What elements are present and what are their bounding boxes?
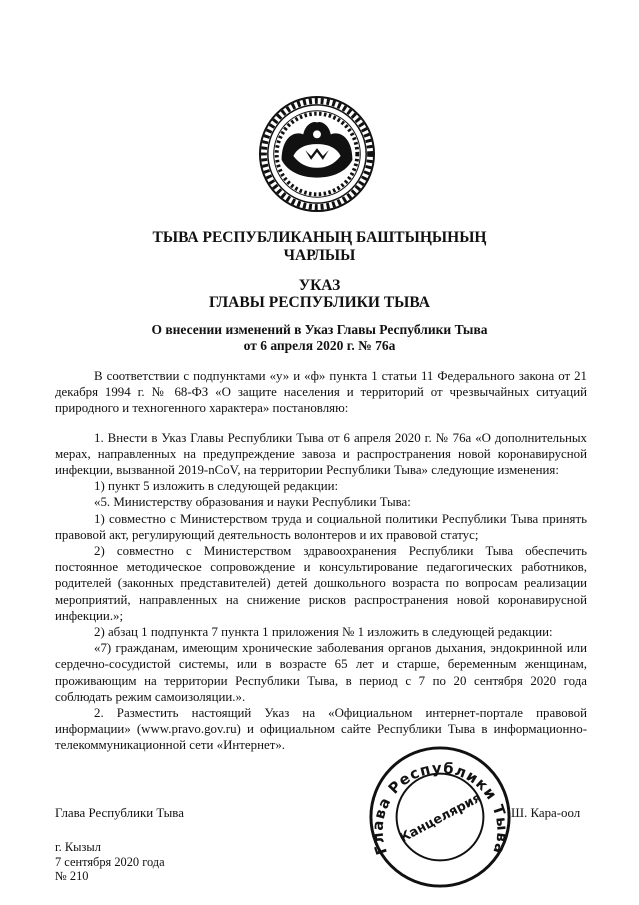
document-body [55, 368, 587, 754]
paragraph-5-1: 1) совместно с Министерством труда и социальной политики Республики Тыва принять правовой акт, регулирующий деятельность волонтеров и их правовой статус; [55, 511, 587, 542]
svg-text:Глава Республики Тыва [370, 760, 511, 857]
paragraph-item-1: 1. Внести в Указ Главы Республики Тыва от 6 апреля 2020 г. № 76а «О дополнительных мерах, направленных на предупреждение завоза и распространения новой коронавирусной инфекции, вызванной 2019-nCoV, на территории Республики Тыва» следующие изменения: [55, 430, 587, 478]
ukaz-subtitle: ГЛАВЫ РЕСПУБЛИКИ ТЫВА [209, 294, 430, 311]
stamp-center-text: Канцелярия [397, 790, 484, 847]
office-stamp [366, 743, 514, 891]
date: 7 сентября 2020 года [55, 854, 165, 869]
subject-line-1: О внесении изменений в Указ Главы Республики Тыва [151, 322, 488, 337]
document-subject [0, 322, 639, 354]
signatory-position: Глава Республики Тыва [55, 806, 184, 820]
document-number: № 210 [55, 869, 89, 883]
emblem-icon [258, 95, 376, 213]
document-issuer-title [0, 229, 639, 265]
city: г. Кызыл [55, 840, 101, 854]
paragraph-quote-7: «7) гражданам, имеющим хронические заболевания органов дыхания, эндокринной или сердечно-сосудистой системы, или в возрасте 65 лет и старше, беременным женщинам, проживающим на территории Республики Тыва, в период с 7 по 20 сентября 2020 года соблюдать режим самоизоляции.». [55, 641, 587, 704]
issuer-line-2: ЧАРЛЫЫ [283, 247, 356, 264]
paragraph-item-2: 2. Разместить настоящий Указ на «Официальном интернет-портале правовой информации» (www.pravo.gov.ru) и официальном сайте Республики Тыва в информационно-телекоммуникационной сети «Интернет». [55, 706, 587, 753]
stamp-ring-text: Глава Республики Тыва [369, 759, 511, 857]
paragraph-5-2: 2) совместно с Министерством здравоохранения Республики Тыва обеспечить постоянное методическое сопровождение и консультирование педагогических работников, родителей (законных представителей) детей дошкольного возраста по вопросам реализации мероприятий, направленных на снижение рисков распространения новой коронавирусной инфекции.»; [55, 544, 587, 623]
document-place-date [55, 840, 165, 884]
paragraph-sub-2: 2) абзац 1 подпункта 7 пункта 1 приложения № 1 изложить в следующей редакции: [94, 625, 553, 640]
paragraph-preamble: В соответствии с подпунктами «у» и «ф» пункта 1 статьи 11 Федерального закона от 21 декабря 1994 г. № 68-ФЗ «О защите населения и территорий от чрезвычайных ситуаций природного и техногенного характера» постановляю: [55, 369, 587, 416]
paragraph-sub-1: 1) пункт 5 изложить в следующей редакции: [94, 479, 339, 494]
paragraph-quote-5: «5. Министерству образования и науки Республики Тыва: [94, 495, 411, 510]
signatory-name: Ш. Кара-оол [511, 806, 581, 820]
document-type [0, 277, 639, 311]
issuer-line-1: ТЫВА РЕСПУБЛИКАНЫҢ БАШТЫҢЫНЫҢ [152, 229, 487, 246]
ukaz-label: УКАЗ [298, 277, 341, 294]
subject-line-2: от 6 апреля 2020 г. № 76а [243, 338, 396, 353]
